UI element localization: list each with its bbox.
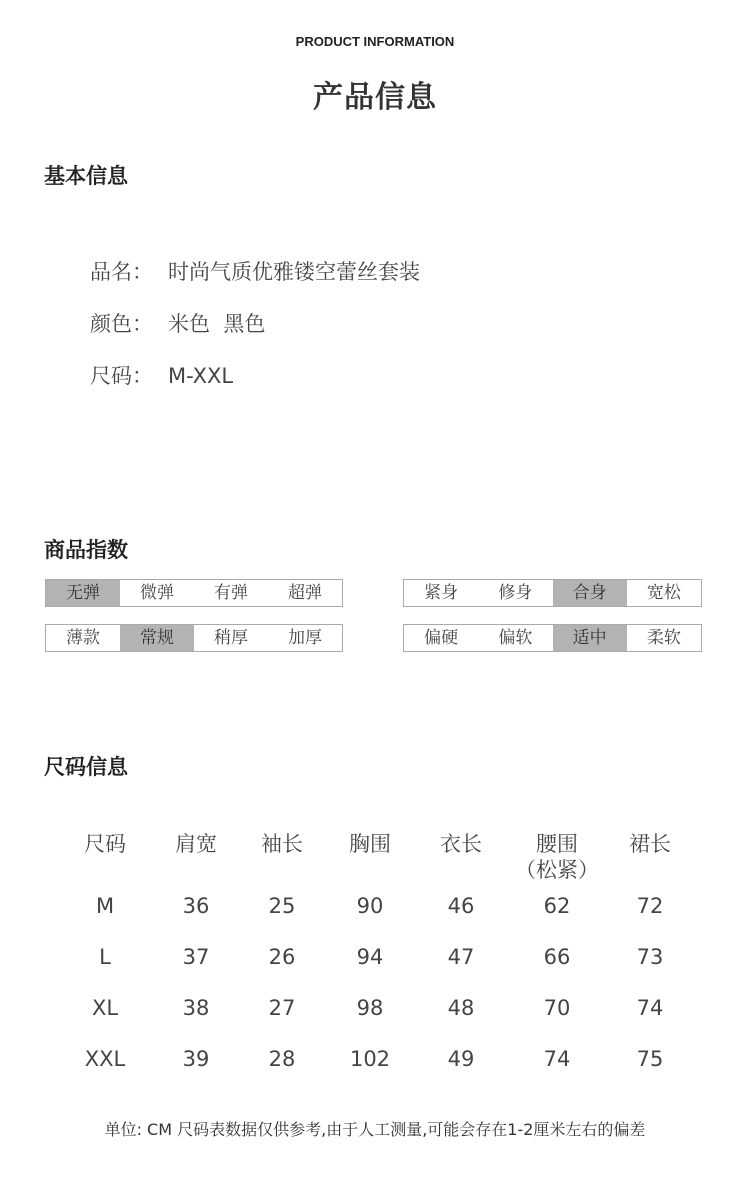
header-cell: 尺码	[84, 832, 126, 856]
table-cell: 73	[636, 945, 664, 969]
size-table	[60, 830, 690, 1085]
table-cell: 26	[268, 945, 296, 969]
header-cell: 腰围	[536, 832, 578, 856]
scale-option: 超弹	[288, 583, 322, 603]
info-row-size	[90, 360, 233, 390]
scale-option: 适中	[553, 625, 627, 651]
info-label: 颜色：	[90, 312, 153, 336]
info-label: 品名：	[90, 260, 153, 284]
header-cell: 胸围	[349, 832, 391, 856]
table-cell: 102	[349, 1047, 391, 1071]
measurement-footnote: 单位: CM 尺码表数据仅供参考,由于人工测量,可能会存在1-2厘米左右的偏差	[104, 1120, 646, 1139]
size-table-header	[60, 830, 690, 881]
info-label: 尺码：	[90, 364, 153, 388]
elasticity-scale	[45, 579, 343, 607]
header-cell: 裙长	[629, 832, 671, 856]
table-cell: 46	[447, 894, 475, 918]
fit-scale	[403, 579, 702, 607]
table-cell: 72	[636, 894, 664, 918]
table-row	[60, 1034, 690, 1085]
info-row-color	[90, 308, 265, 338]
table-cell: XL	[91, 996, 119, 1020]
header-cell: 肩宽	[175, 832, 217, 856]
scale-option: 紧身	[424, 583, 459, 603]
scale-option: 宽松	[646, 583, 681, 603]
table-cell: M	[95, 894, 115, 918]
header-sub-label: （松紧）	[515, 858, 599, 882]
table-cell: 38	[182, 996, 210, 1020]
table-cell: 37	[182, 945, 210, 969]
table-cell: 90	[356, 894, 384, 918]
thickness-scale	[45, 624, 343, 652]
size-info-title: 尺码信息	[44, 755, 128, 779]
table-cell: 74	[636, 996, 664, 1020]
scale-option: 常规	[120, 625, 194, 651]
scale-option: 稍厚	[214, 628, 248, 648]
scale-option: 加厚	[288, 628, 322, 648]
table-cell: 62	[543, 894, 571, 918]
table-cell: 27	[268, 996, 296, 1020]
header-cell-waist	[504, 830, 610, 881]
scale-option: 偏硬	[424, 628, 459, 648]
table-row	[60, 983, 690, 1034]
scale-option: 修身	[498, 583, 533, 603]
table-cell: L	[99, 945, 111, 969]
table-cell: 39	[182, 1047, 210, 1071]
scale-option: 合身	[553, 580, 627, 606]
table-cell: 74	[543, 1047, 571, 1071]
page-title: 产品信息	[313, 80, 437, 115]
scale-option: 微弹	[140, 583, 174, 603]
scale-option: 无弹	[46, 580, 120, 606]
table-cell: 25	[268, 894, 296, 918]
info-value: M-XXL	[168, 364, 234, 388]
table-cell: 94	[356, 945, 384, 969]
info-value: 时尚气质优雅镂空蕾丝套装	[168, 260, 420, 284]
header-english-title: PRODUCT INFORMATION	[295, 34, 455, 49]
table-row	[60, 932, 690, 983]
table-cell: 66	[543, 945, 571, 969]
table-cell: 70	[543, 996, 571, 1020]
basic-info-title: 基本信息	[44, 164, 128, 188]
scale-option: 薄款	[66, 628, 100, 648]
table-cell: 28	[268, 1047, 296, 1071]
info-row-name	[90, 256, 420, 286]
scale-option: 偏软	[498, 628, 533, 648]
header-cell: 衣长	[440, 832, 482, 856]
product-index-title: 商品指数	[44, 538, 128, 562]
softness-scale	[403, 624, 702, 652]
table-row	[60, 881, 690, 932]
info-value: 米色 黑色	[168, 312, 266, 336]
table-cell: 98	[356, 996, 384, 1020]
table-cell: 75	[636, 1047, 664, 1071]
table-cell: 48	[447, 996, 475, 1020]
header-cell: 袖长	[261, 832, 303, 856]
table-cell: 36	[182, 894, 210, 918]
scale-option: 有弹	[214, 583, 248, 603]
table-cell: 49	[447, 1047, 475, 1071]
scale-option: 柔软	[646, 628, 681, 648]
table-cell: 47	[447, 945, 475, 969]
table-cell: XXL	[84, 1047, 126, 1071]
